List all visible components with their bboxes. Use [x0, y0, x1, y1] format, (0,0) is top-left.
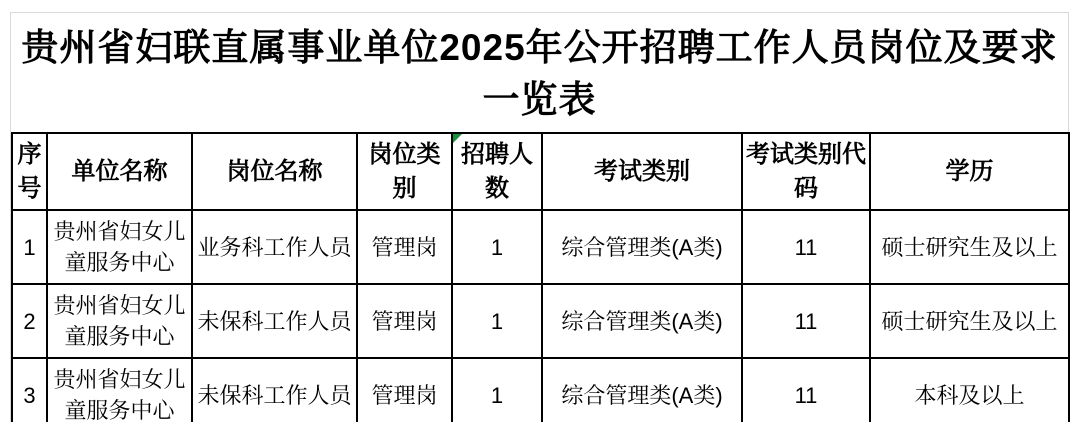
cell-exam-category-code: 11	[742, 358, 870, 422]
cell-position-category: 管理岗	[357, 210, 452, 284]
col-header-headcount	[452, 133, 542, 210]
table-row-3	[12, 358, 1069, 422]
cell-exam-category-code: 11	[742, 284, 870, 358]
cell-headcount: 1	[452, 210, 542, 284]
col-header-position-category: 岗位类别	[357, 133, 452, 210]
positions-table	[11, 132, 1070, 422]
col-header-exam-category-code: 考试类别代码	[742, 133, 870, 210]
cell-serial-number: 2	[12, 284, 47, 358]
table-row-1	[12, 210, 1069, 284]
number-as-text-indicator-icon	[453, 134, 462, 143]
cell-position-category: 管理岗	[357, 358, 452, 422]
cell-exam-category-code: 11	[742, 210, 870, 284]
cell-headcount: 1	[452, 358, 542, 422]
cell-exam-category: 综合管理类(A类)	[542, 210, 742, 284]
cell-unit-name: 贵州省妇女儿童服务中心	[47, 358, 192, 422]
recruitment-table-sheet	[10, 12, 1069, 422]
cell-serial-number: 1	[12, 210, 47, 284]
cell-position-name: 业务科工作人员	[192, 210, 357, 284]
cell-education: 硕士研究生及以上	[870, 210, 1069, 284]
cell-position-name: 未保科工作人员	[192, 358, 357, 422]
cell-exam-category: 综合管理类(A类)	[542, 358, 742, 422]
cell-exam-category: 综合管理类(A类)	[542, 284, 742, 358]
cell-education: 本科及以上	[870, 358, 1069, 422]
col-header-education: 学历	[870, 133, 1069, 210]
col-header-position-name: 岗位名称	[192, 133, 357, 210]
title-line-1: 贵州省妇联直属事业单位2025年公开招聘工作人员岗位及要求	[21, 27, 1058, 68]
cell-education: 硕士研究生及以上	[870, 284, 1069, 358]
page-title	[11, 13, 1068, 132]
col-header-serial-number: 序号	[12, 133, 47, 210]
cell-position-category: 管理岗	[357, 284, 452, 358]
cell-serial-number: 3	[12, 358, 47, 422]
cell-headcount: 1	[452, 284, 542, 358]
table-row-2	[12, 284, 1069, 358]
col-header-unit-name: 单位名称	[47, 133, 192, 210]
title-line-2: 一览表	[482, 79, 597, 120]
cell-unit-name: 贵州省妇女儿童服务中心	[47, 284, 192, 358]
col-header-headcount-label: 招聘人数	[461, 140, 533, 202]
col-header-exam-category: 考试类别	[542, 133, 742, 210]
header-row	[12, 133, 1069, 210]
cell-unit-name: 贵州省妇女儿童服务中心	[47, 210, 192, 284]
cell-position-name: 未保科工作人员	[192, 284, 357, 358]
